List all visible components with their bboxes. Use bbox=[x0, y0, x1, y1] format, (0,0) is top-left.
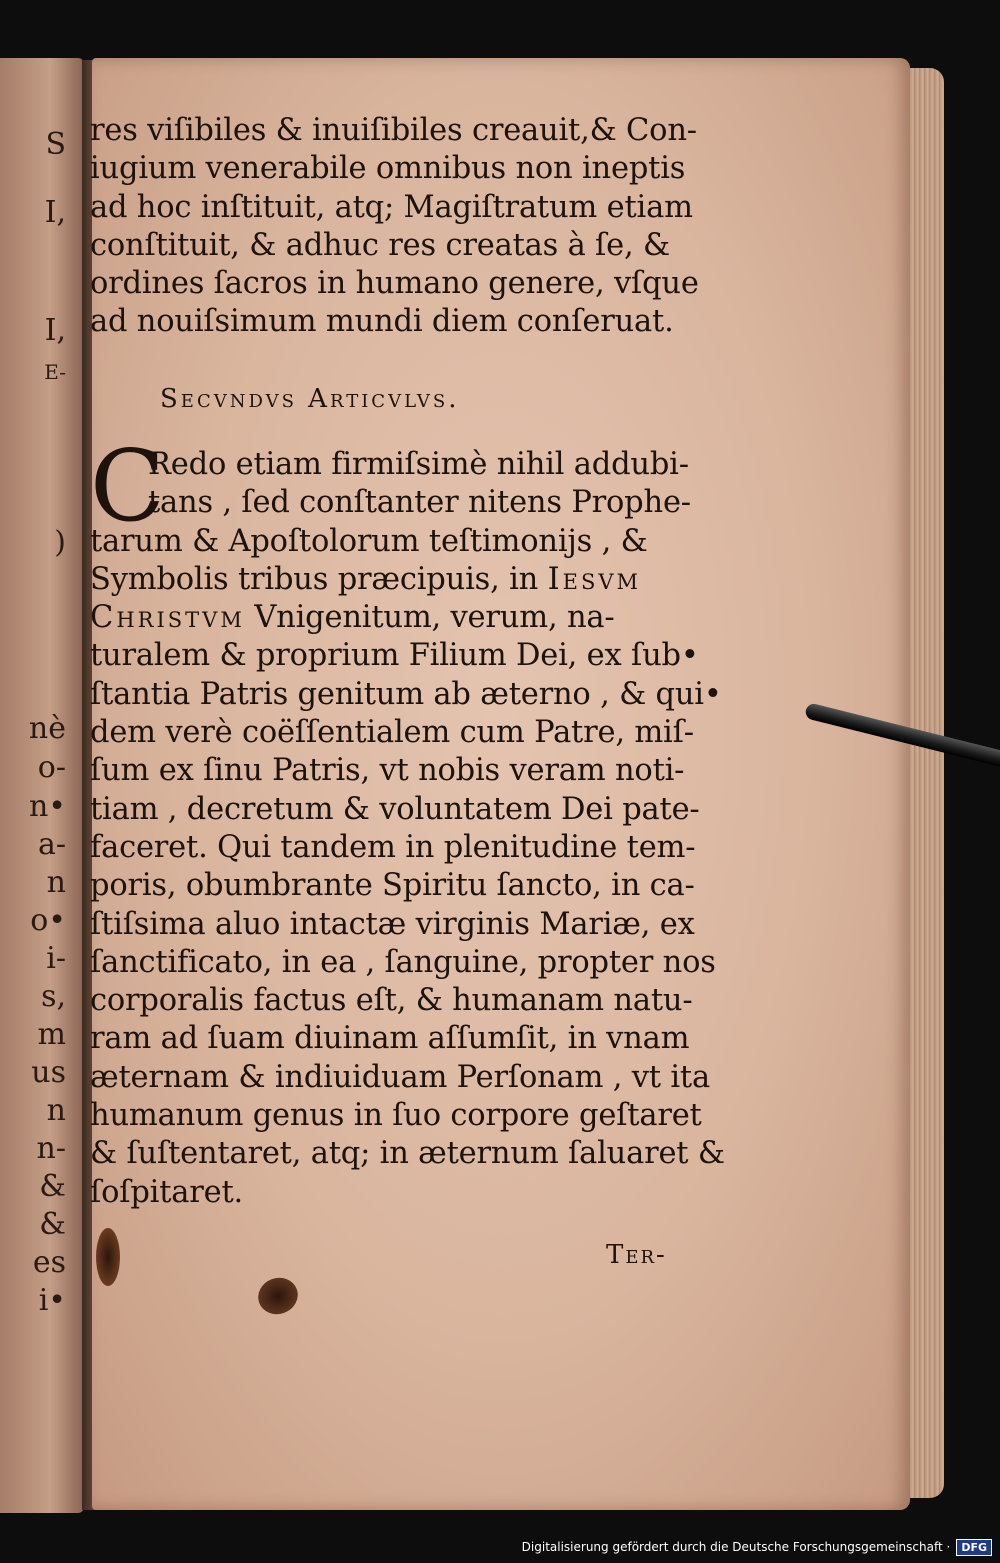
text-line bbox=[90, 599, 750, 637]
text-line: tans , ſed conſtanter nitens Prophe- bbox=[148, 485, 691, 521]
left-fragment: & bbox=[39, 1207, 66, 1242]
text-line: ad hoc inſtituit, atq; Magiſtratum etiam bbox=[90, 189, 693, 225]
catchword: Ter- bbox=[606, 1240, 667, 1270]
text-line: ordines ſacros in humano genere, vſque bbox=[90, 266, 699, 302]
left-fragment: ) bbox=[54, 525, 66, 560]
text-line: ad nouiſsimum mundi diem conſeruat. bbox=[90, 304, 674, 340]
left-fragment: S bbox=[45, 127, 66, 162]
text-line: Redo etiam firmiſsimè nihil addubi- bbox=[148, 447, 689, 482]
text-line: humanum genus in ſuo corpore geſtaret bbox=[90, 1098, 702, 1134]
left-fragment: o• bbox=[30, 903, 66, 938]
left-fragment: n• bbox=[28, 789, 66, 824]
body-text-block bbox=[90, 446, 750, 1212]
left-fragment: i• bbox=[38, 1283, 66, 1318]
text-line: corporalis factus eſt, & humanam natu- bbox=[90, 983, 693, 1019]
left-fragment: i- bbox=[46, 941, 66, 976]
left-fragment: I, bbox=[44, 313, 66, 348]
text-line: & ſuſtentaret, atq; in æternum ſaluaret & bbox=[90, 1136, 725, 1172]
left-fragment: n- bbox=[36, 1131, 66, 1166]
text-line: faceret. Qui tandem in plenitudine tem- bbox=[90, 829, 696, 865]
left-fragment: m bbox=[37, 1017, 66, 1052]
left-fragment: es bbox=[32, 1245, 66, 1280]
left-page-edge bbox=[0, 58, 84, 1513]
top-text-block bbox=[90, 112, 750, 342]
text-line: iugium venerabile omnibus non ineptis bbox=[90, 151, 686, 187]
left-fragment: n bbox=[46, 865, 66, 900]
left-fragment: a- bbox=[37, 827, 66, 862]
text-line: dem verè coëſſentialem cum Patre, miſ- bbox=[90, 715, 694, 751]
left-fragment: s, bbox=[41, 979, 66, 1014]
text-line: poris, obumbrante Spiritu ſancto, in ca- bbox=[90, 868, 695, 904]
text-line: ſanctificato, in ea , ſanguine, propter nos bbox=[90, 944, 716, 980]
text-fragment: Symbolis tribus præcipuis, in bbox=[90, 561, 548, 597]
section-heading: Secvndvs Articvlvs. bbox=[160, 384, 460, 414]
left-fragment: o- bbox=[37, 750, 66, 785]
dfg-logo-icon: DFG bbox=[956, 1539, 992, 1556]
text-line: turalem & proprium Filium Dei, ex ſub• bbox=[90, 638, 699, 674]
text-line: conſtituit, & adhuc res creatas à ſe, & bbox=[90, 227, 670, 263]
text-fragment: Vnigenitum, verum, na- bbox=[244, 600, 615, 636]
left-fragment: nè bbox=[28, 711, 66, 746]
text-line: ram ad ſuam diuinam aſſumſit, in vnam bbox=[90, 1021, 690, 1057]
ink-stain bbox=[96, 1228, 120, 1286]
left-fragment: I, bbox=[44, 195, 66, 230]
text-line: æternam & indiuiduam Perſonam , vt ita bbox=[90, 1059, 710, 1095]
text-line: tiam , decretum & voluntatem Dei pate- bbox=[90, 791, 700, 827]
text-line: ſtiſsima aluo intactæ virginis Mariæ, ex bbox=[90, 906, 695, 942]
text-line: ſtantia Patris genitum ab æterno , & qui• bbox=[90, 676, 722, 712]
text-line bbox=[90, 561, 750, 599]
text-line: ſum ex ſinu Patris, vt nobis veram noti- bbox=[90, 753, 685, 789]
name-christum: Christvm bbox=[90, 600, 245, 636]
drop-cap: C bbox=[90, 430, 165, 544]
name-iesum: Iesvm bbox=[547, 561, 641, 597]
footer-text: Digitalisierung gefördert durch die Deutsche Forschungsgemeinschaft · bbox=[521, 1540, 951, 1554]
left-fragment: us bbox=[31, 1055, 66, 1090]
text-line: ſoſpitaret. bbox=[90, 1174, 244, 1210]
left-fragment: E- bbox=[44, 360, 66, 384]
digitization-footer bbox=[522, 1537, 992, 1557]
text-line: tarum & Apoſtolorum teſtimonijs , & bbox=[90, 523, 648, 559]
left-fragment: & bbox=[39, 1169, 66, 1204]
text-line: res viſibiles & inuiſibiles creauit,& Con- bbox=[90, 113, 697, 148]
left-fragment: n bbox=[46, 1093, 66, 1128]
